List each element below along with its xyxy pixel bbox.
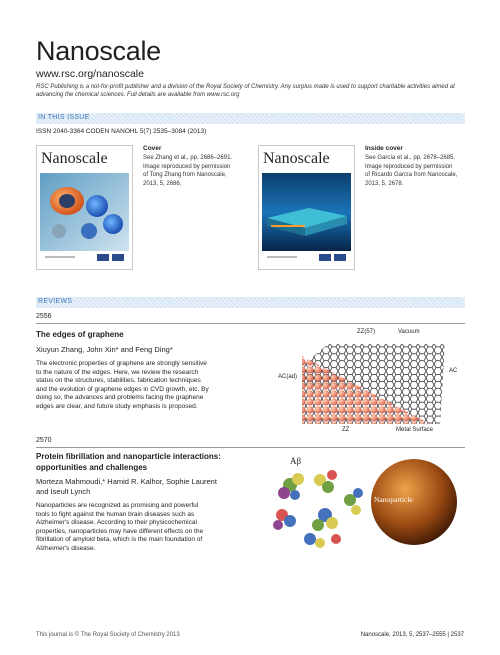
inside-cover-image-title: Nanoscale xyxy=(263,150,330,167)
article-page-number: 2570 xyxy=(36,437,52,444)
abstract-line: tools to fight against the human brain diseases such as xyxy=(36,510,195,518)
title-line: The edges of graphene xyxy=(36,330,124,339)
figure-label-ac: AC xyxy=(449,368,458,374)
inside-cover-label: Inside cover xyxy=(365,145,403,152)
article-title[interactable] xyxy=(36,329,256,340)
cover-artwork xyxy=(37,146,132,269)
section-heading: REVIEWS xyxy=(38,298,73,305)
caption-line: 2013, 5, 2678. xyxy=(365,180,404,187)
caption-line: 2013, 5, 2686. xyxy=(143,180,182,187)
protein-nanoparticle-figure xyxy=(270,455,460,555)
journal-url[interactable]: www.rsc.org/nanoscale xyxy=(36,68,144,80)
cover-caption xyxy=(143,154,243,188)
abstract-line: Alzheimer's disease. xyxy=(36,544,96,552)
abstract-line: properties, nanoparticles may have different effects on the xyxy=(36,527,204,535)
article-authors xyxy=(36,477,256,497)
graphene-edges-figure xyxy=(278,326,465,436)
divider xyxy=(36,447,465,448)
title-line: Protein fibrillation and nanoparticle interactions: xyxy=(36,452,221,461)
divider xyxy=(36,323,465,324)
protein-figure-svg xyxy=(270,455,460,555)
graphene-figure-svg xyxy=(290,326,465,436)
author-line: and Iseult Lynch xyxy=(36,487,91,496)
abstract-line: and the evolution of graphene edges in CVD growth, etc. By xyxy=(36,385,209,393)
caption-line: of Ricardo García from Nanoscale, xyxy=(365,172,458,178)
figure-label-zz57: ZZ(57) xyxy=(357,329,375,335)
issn-line: ISSN 2040-3364 CODEN NANOHL 5(7) 2535–3084 (2013) xyxy=(36,128,207,135)
section-heading: IN THIS ISSUE xyxy=(38,114,90,121)
cover-image[interactable] xyxy=(36,145,133,270)
article-abstract xyxy=(36,360,276,412)
title-line: opportunities and challenges xyxy=(36,463,148,472)
caption-line: Image reproduced by permission xyxy=(365,163,453,170)
figure-label-abeta: Aβ xyxy=(290,456,302,466)
figure-label-zz: ZZ xyxy=(342,427,350,433)
article-title[interactable] xyxy=(36,451,256,473)
cover-image-title: Nanoscale xyxy=(41,150,108,167)
abstract-line: Alzheimer's disease. According to their physicochemical xyxy=(36,519,197,527)
footer-copyright: This journal is © The Royal Society of Chemistry 2013 xyxy=(36,632,180,638)
caption-line[interactable]: See García et al., pp. 2678–2685. xyxy=(365,155,456,161)
figure-label-metal-surface: Metal Surface xyxy=(396,427,434,433)
author-line: Xiuyun Zhang, John Xin* and Feng Ding* xyxy=(36,345,173,354)
inside-cover-artwork xyxy=(259,146,354,269)
caption-line[interactable]: See Zhang et al., pp. 2686–2691. xyxy=(143,155,233,161)
article-authors xyxy=(36,345,256,355)
author-line: Morteza Mahmoudi,* Hamid R. Kalhor, Sophie Laurent xyxy=(36,477,217,486)
abstract-line: to the nature of the edges. Here, we review the research xyxy=(36,368,199,376)
abstract-line: status on the structures, stabilities, fabrication techniques xyxy=(36,377,201,385)
caption-line: of Tong Zhang from Nanoscale, xyxy=(143,172,227,178)
figure-label-vacuum: Vacuum xyxy=(398,329,420,335)
abstract-line: fibrillation of amyloid beta, which is the main foundation of xyxy=(36,536,203,544)
cover-label: Cover xyxy=(143,145,162,152)
abstract-line: edges are clear, and future study emphasis is proposed. xyxy=(36,402,198,410)
inside-cover-image[interactable] xyxy=(258,145,355,270)
journal-title: Nanoscale xyxy=(36,36,161,66)
article-page-number: 2556 xyxy=(36,313,52,320)
abstract-line: doing so, the advances and problems facing the graphene xyxy=(36,394,204,402)
abstract-line: The electronic properties of graphene are strongly sensitive xyxy=(36,360,207,367)
section-band-reviews xyxy=(36,297,465,308)
figure-label-acad: AC(ad) xyxy=(278,374,298,380)
caption-line: Image reproduced by permission xyxy=(143,163,231,170)
figure-label-nanoparticle: Nanoparticle xyxy=(374,495,413,504)
section-band-in-this-issue xyxy=(36,113,465,124)
inside-cover-caption xyxy=(365,154,465,188)
footer-citation: Nanoscale, 2013, 5, 2537–2555 | 2537 xyxy=(360,632,464,638)
publisher-tagline: RSC Publishing is a not-for-profit publisher and a division of the Royal Society of Chemistry. Any surplus made is used to support charitable activities aimed at advancing the chemical sciences. Full details are available from www.rsc.org xyxy=(36,84,455,98)
abstract-line: Nanoparticles are recognized as promising and powerful xyxy=(36,502,199,509)
article-abstract xyxy=(36,502,276,554)
